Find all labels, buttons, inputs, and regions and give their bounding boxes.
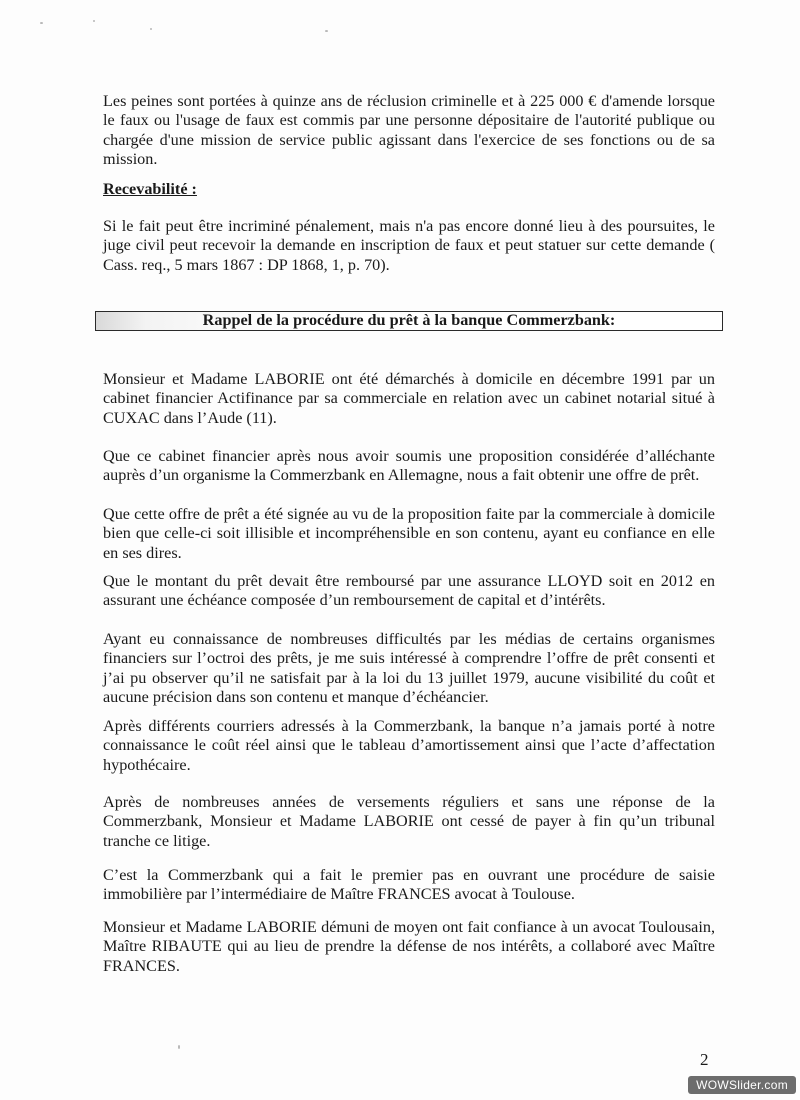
scan-speck <box>150 28 152 30</box>
paragraph-6: Après différents courriers adressés à la Commerzbank, la banque n’a jamais porté à notre connaissance le coût réel ainsi que le tableau d’amortissement ainsi que l’acte d’affectation hypothécaire. <box>103 717 715 774</box>
scan-speck <box>93 20 95 22</box>
heading-recevabilite: Recevabilité : <box>103 180 197 198</box>
section-title: Rappel de la procédure du prêt à la banque Commerzbank: <box>202 311 616 329</box>
recevabilite-paragraph: Si le fait peut être incriminé pénalement, mais n'a pas encore donné lieu à des poursuites, le juge civil peut recevoir la demande en inscription de faux et peut statuer sur cette demande ( Cass. req., 5 mars 1867 : DP 1868, 1, p. 70). <box>103 217 715 274</box>
scan-speck <box>40 22 43 24</box>
intro-paragraph: Les peines sont portées à quinze ans de réclusion criminelle et à 225 000 € d'amende lorsque le faux ou l'usage de faux est commis par une personne dépositaire de l'autorité publique ou chargée d'une mission de service public agissant dans l'exercice de ses fonctions ou de sa mission. <box>103 92 715 169</box>
section-header-box <box>95 311 723 331</box>
paragraph-8: C’est la Commerzbank qui a fait le premier pas en ouvrant une procédure de saisie immobilière par l’intermédiaire de Maître FRANCES avocat à Toulouse. <box>103 866 715 904</box>
scan-speck <box>325 30 328 32</box>
paragraph-3: Que cette offre de prêt a été signée au vu de la proposition faite par la commerciale à domicile bien que celle-ci soit illisible et incompréhensible en son contenu, ayant eu confiance en elle en ses dires. <box>103 505 715 562</box>
paragraph-7: Après de nombreuses années de versements réguliers et sans une réponse de la Commerzbank, Monsieur et Madame LABORIE ont cessé de payer à fin qu’un tribunal tranche ce litige. <box>103 793 715 850</box>
paragraph-1: Monsieur et Madame LABORIE ont été démarchés à domicile en décembre 1991 par un cabinet financier Actifinance par sa commerciale en relation avec un cabinet notarial situé à CUXAC dans l’Aude (11). <box>103 370 715 427</box>
paragraph-4: Que le montant du prêt devait être remboursé par une assurance LLOYD soit en 2012 en assurant une échéance composée d’un remboursement de capital et d’intérêts. <box>103 572 715 610</box>
page-number: 2 <box>700 1050 709 1069</box>
paragraph-2: Que ce cabinet financier après nous avoir soumis une proposition considérée d’alléchante auprès d’un organisme la Commerzbank en Allemagne, nous a fait obtenir une offre de prêt. <box>103 447 715 485</box>
paragraph-9: Monsieur et Madame LABORIE démuni de moyen ont fait confiance à un avocat Toulousain, Maître RIBAUTE qui au lieu de prendre la défense de nos intérêts, a collaboré avec Maître FRANCES. <box>103 918 715 975</box>
watermark-badge: WOWSlider.com <box>688 1076 796 1094</box>
paragraph-5: Ayant eu connaissance de nombreuses difficultés par les médias de certains organismes financiers sur l’octroi des prêts, je me suis intéressé à comprendre l’offre de prêt consenti et j’ai pu observer qu’il ne satisfait par à la loi du 13 juillet 1979, aucune visibilité du coût et aucune précision dans son contenu et manque d’échéancier. <box>103 630 715 707</box>
scan-speck <box>178 1045 180 1049</box>
